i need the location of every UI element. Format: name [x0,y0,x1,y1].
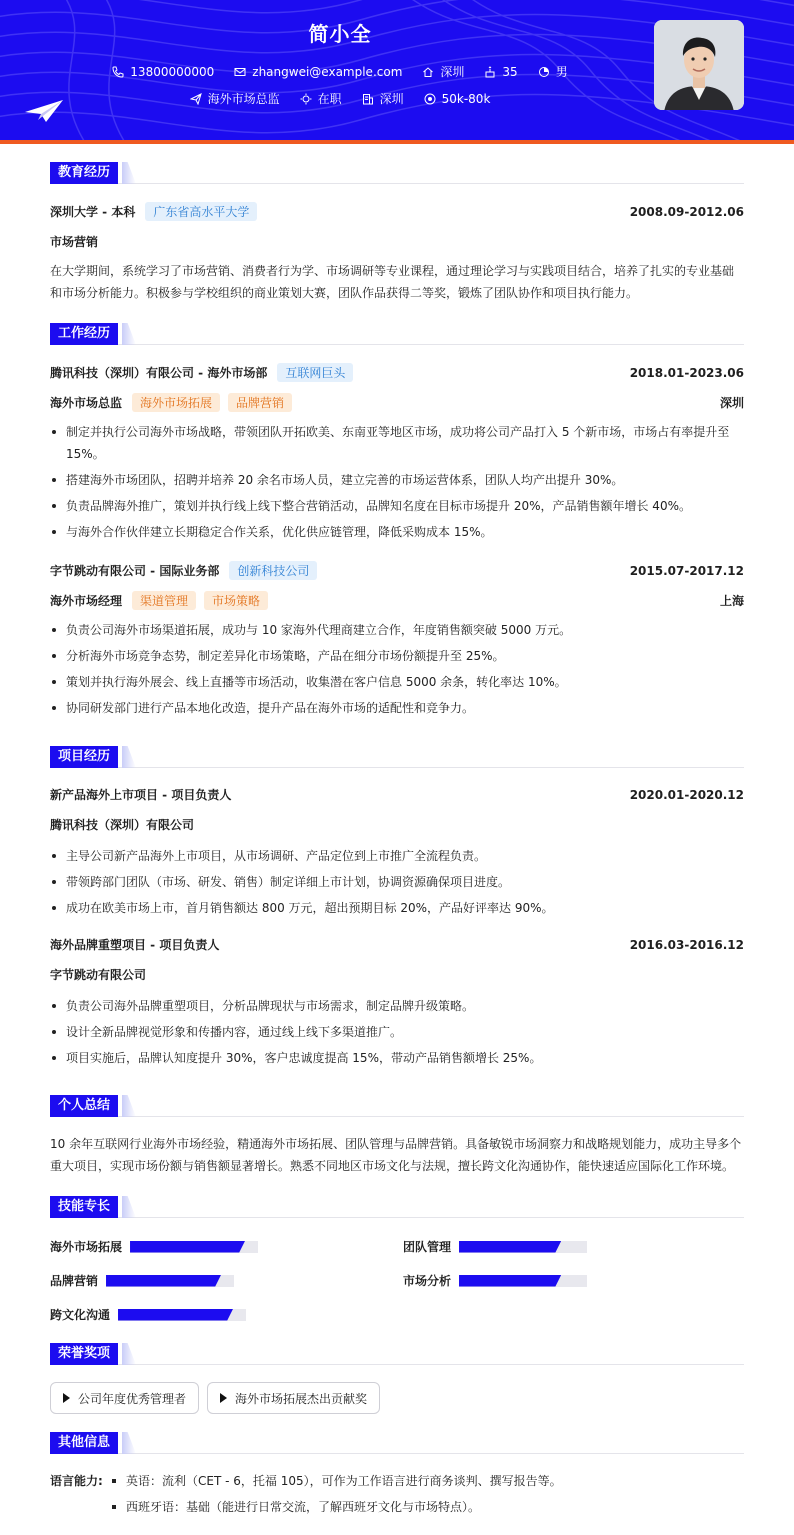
company-name: 腾讯科技（深圳）有限公司 - 海外市场部 [50,366,268,380]
project-company: 腾讯科技（深圳）有限公司 [50,818,195,832]
email-text: zhangwei@example.com [252,64,403,79]
email-info [234,63,402,80]
project-company-row [50,816,744,833]
education-header [50,202,744,221]
skill-name: 海外市场拓展 [50,1240,123,1254]
position-info [190,90,280,107]
phone-text: 13800000000 [130,64,215,79]
list-item: 搭建海外市场团队，招聘并培养 20 余名市场人员，建立完善的市场运营体系，团队人均产出提升 30%。 [50,469,744,491]
work-date: 2018.01-2023.06 [629,365,744,380]
triangle-icon [220,1393,227,1403]
section-skills [50,1196,744,1218]
school-name: 深圳大学 - 本科 [50,205,136,219]
section-title: 教育经历 [50,162,118,184]
section-title: 其他信息 [50,1432,118,1454]
major: 市场营销 [50,235,99,249]
list-item: 项目实施后，品牌认知度提升 30%，客户忠诚度提高 15%，带动产品销售额增长 25%。 [50,1047,744,1069]
skill-bar [459,1241,587,1253]
project-bullets [50,845,744,923]
honor-text: 海外市场拓展杰出贡献奖 [235,1391,368,1406]
project-header [50,936,744,953]
honor-text: 公司年度优秀管理者 [78,1391,187,1406]
salary-info [424,90,491,107]
list-item: 成功在欧美市场上市，首月销售额达 800 万元，超出预期目标 20%，产品好评率达 90%。 [50,897,744,919]
project-name: 海外品牌重塑项目 - 项目负责人 [50,938,220,952]
gender-text: 男 [555,65,568,79]
section-title: 项目经历 [50,746,118,768]
section-title: 荣誉奖项 [50,1343,118,1365]
list-item: 带领跨部门团队（市场、研发、销售）制定详细上市计划，协调资源确保项目进度。 [50,871,744,893]
skill-bar [130,1241,258,1253]
list-item: 西班牙语：基础（能进行日常交流，了解西班牙文化与市场特点）。 [110,1496,562,1518]
language-list [110,1470,562,1522]
skill-tag: 海外市场拓展 [132,393,220,412]
list-item: 主导公司新产品海外上市项目，从市场调研、产品定位到上市推广全流程负责。 [50,845,744,867]
age-text: 35 [502,64,518,79]
skill-item [50,1272,234,1289]
skill-item [403,1272,587,1289]
list-item: 负责公司海外市场渠道拓展，成功与 10 家海外代理商建立合作，年度销售额突破 5000 万元。 [50,619,744,641]
job-title: 海外市场总监 [50,396,123,410]
company-badge: 创新科技公司 [229,561,317,580]
profile-photo [654,20,744,110]
list-item: 制定并执行公司海外市场战略，带领团队开拓欧美、东南亚等地区市场，成功将公司产品打入 5 个新市场，市场占有率提升至 15%。 [50,421,744,465]
skill-name: 市场分析 [403,1274,452,1288]
phone-info [112,63,214,80]
project-date: 2020.01-2020.12 [629,787,744,802]
title-decoration [122,1095,136,1117]
list-item: 负责品牌海外推广，策划并执行线上线下整合营销活动，品牌知名度在目标市场提升 20%，产品销售额年增长 40%。 [50,495,744,517]
city-info [422,63,464,80]
mail-icon [234,66,246,78]
skill-name: 跨文化沟通 [50,1308,111,1322]
title-decoration [122,746,136,768]
skill-bar-fill [106,1275,221,1287]
work-bullets [50,421,744,547]
title-decoration [122,323,136,345]
work-header [50,363,744,382]
title-decoration [122,1432,136,1454]
project-bullets [50,995,744,1073]
skill-bar-fill [118,1309,233,1321]
section-education [50,162,744,184]
skill-bar [106,1275,234,1287]
title-decoration [122,162,136,184]
section-honors [50,1343,744,1365]
company-badge: 互联网巨头 [277,363,353,382]
work-title-row [50,591,744,610]
section-projects [50,746,744,768]
project-date: 2016.03-2016.12 [629,937,744,952]
target-city-info [362,90,404,107]
building-icon [362,93,374,105]
candidate-name: 简小全 [308,22,372,46]
header-accent-line [0,140,794,144]
skill-name: 团队管理 [403,1240,452,1254]
education-description: 在大学期间，系统学习了市场营销、消费者行为学、市场调研等专业课程，通过理论学习与实践项目结合，培养了扎实的专业基础和市场分析能力。积极参与学校组织的商业策划大赛，团队作品获得二等奖，锻炼了团队协作和项目执行能力。 [50,264,735,300]
skill-bar [459,1275,587,1287]
status-icon [300,93,312,105]
salary-text: 50k-80k [441,91,491,106]
job-title: 海外市场经理 [50,594,123,608]
work-city: 上海 [719,594,744,608]
salary-icon [424,93,436,105]
list-item: 与海外合作伙伴建立长期稳定合作关系，优化供应链管理，降低采购成本 15%。 [50,521,744,543]
job-intent-row [0,90,680,107]
home-icon [422,66,434,78]
list-item: 英语：流利（CET - 6，托福 105），可作为工作语言进行商务谈判、撰写报告等。 [110,1470,562,1492]
resume-header [0,0,794,140]
skill-name: 品牌营销 [50,1274,99,1288]
project-company-row [50,966,744,983]
project-header [50,786,744,803]
status-info [300,90,342,107]
list-item: 分析海外市场竞争态势，制定差异化市场策略，产品在细分市场份额提升至 25%。 [50,645,744,667]
work-date: 2015.07-2017.12 [629,563,744,578]
target-city-text: 深圳 [379,92,404,106]
education-major-row [50,233,744,250]
project-company: 字节跳动有限公司 [50,968,147,982]
skill-bar-fill [459,1275,561,1287]
skill-tag: 市场策略 [204,591,268,610]
list-item: 策划并执行海外展会、线上直播等市场活动，收集潜在客户信息 5000 余条，转化率达 10%。 [50,671,744,693]
age-icon [484,66,496,78]
education-date: 2008.09-2012.06 [629,204,744,219]
skill-tag: 渠道管理 [132,591,196,610]
section-title: 个人总结 [50,1095,118,1117]
work-title-row [50,393,744,412]
city-text: 深圳 [440,65,465,79]
phone-icon [112,66,124,78]
contact-row [0,63,680,80]
section-title: 工作经历 [50,323,118,345]
list-item: 设计全新品牌视觉形象和传播内容，通过线上线下多渠道推广。 [50,1021,744,1043]
school-badge: 广东省高水平大学 [145,202,257,221]
list-item: 协同研发部门进行产品本地化改造，提升产品在海外市场的适配性和竞争力。 [50,697,744,719]
section-title: 技能专长 [50,1196,118,1218]
skill-bar-fill [459,1241,561,1253]
summary-text: 10 余年互联网行业海外市场经验，精通海外市场拓展、团队管理与品牌营销。具备敏锐市场洞察力和战略规划能力，成功主导多个重大项目，实现市场份额与销售额显著增长。熟悉不同地区市场文化与法规，擅长跨文化沟通协作，能快速适应国际化工作环境。 [50,1137,742,1173]
send-icon [190,93,202,105]
skill-item [50,1238,258,1255]
position-text: 海外市场总监 [207,92,280,106]
section-summary [50,1095,744,1117]
paper-plane-icon [24,98,64,124]
section-work [50,323,744,345]
project-name: 新产品海外上市项目 - 项目负责人 [50,788,232,802]
language-label: 语言能力: [50,1474,103,1488]
work-bullets [50,619,744,723]
status-text: 在职 [317,92,342,106]
skill-bar [118,1309,246,1321]
honor-item [207,1382,380,1414]
triangle-icon [63,1393,70,1403]
skill-tag: 品牌营销 [228,393,292,412]
title-decoration [122,1196,136,1218]
list-item: 负责公司海外品牌重塑项目，分析品牌现状与市场需求，制定品牌升级策略。 [50,995,744,1017]
age-info [484,63,517,80]
title-decoration [122,1343,136,1365]
work-city: 深圳 [719,396,744,410]
gender-icon [538,66,550,78]
skill-item [403,1238,587,1255]
honor-item [50,1382,199,1414]
company-name: 字节跳动有限公司 - 国际业务部 [50,564,220,578]
work-header [50,561,744,580]
skill-item [50,1306,246,1323]
gender-info [538,63,568,80]
skill-bar-fill [130,1241,245,1253]
section-other [50,1432,744,1454]
avatar [654,20,744,110]
